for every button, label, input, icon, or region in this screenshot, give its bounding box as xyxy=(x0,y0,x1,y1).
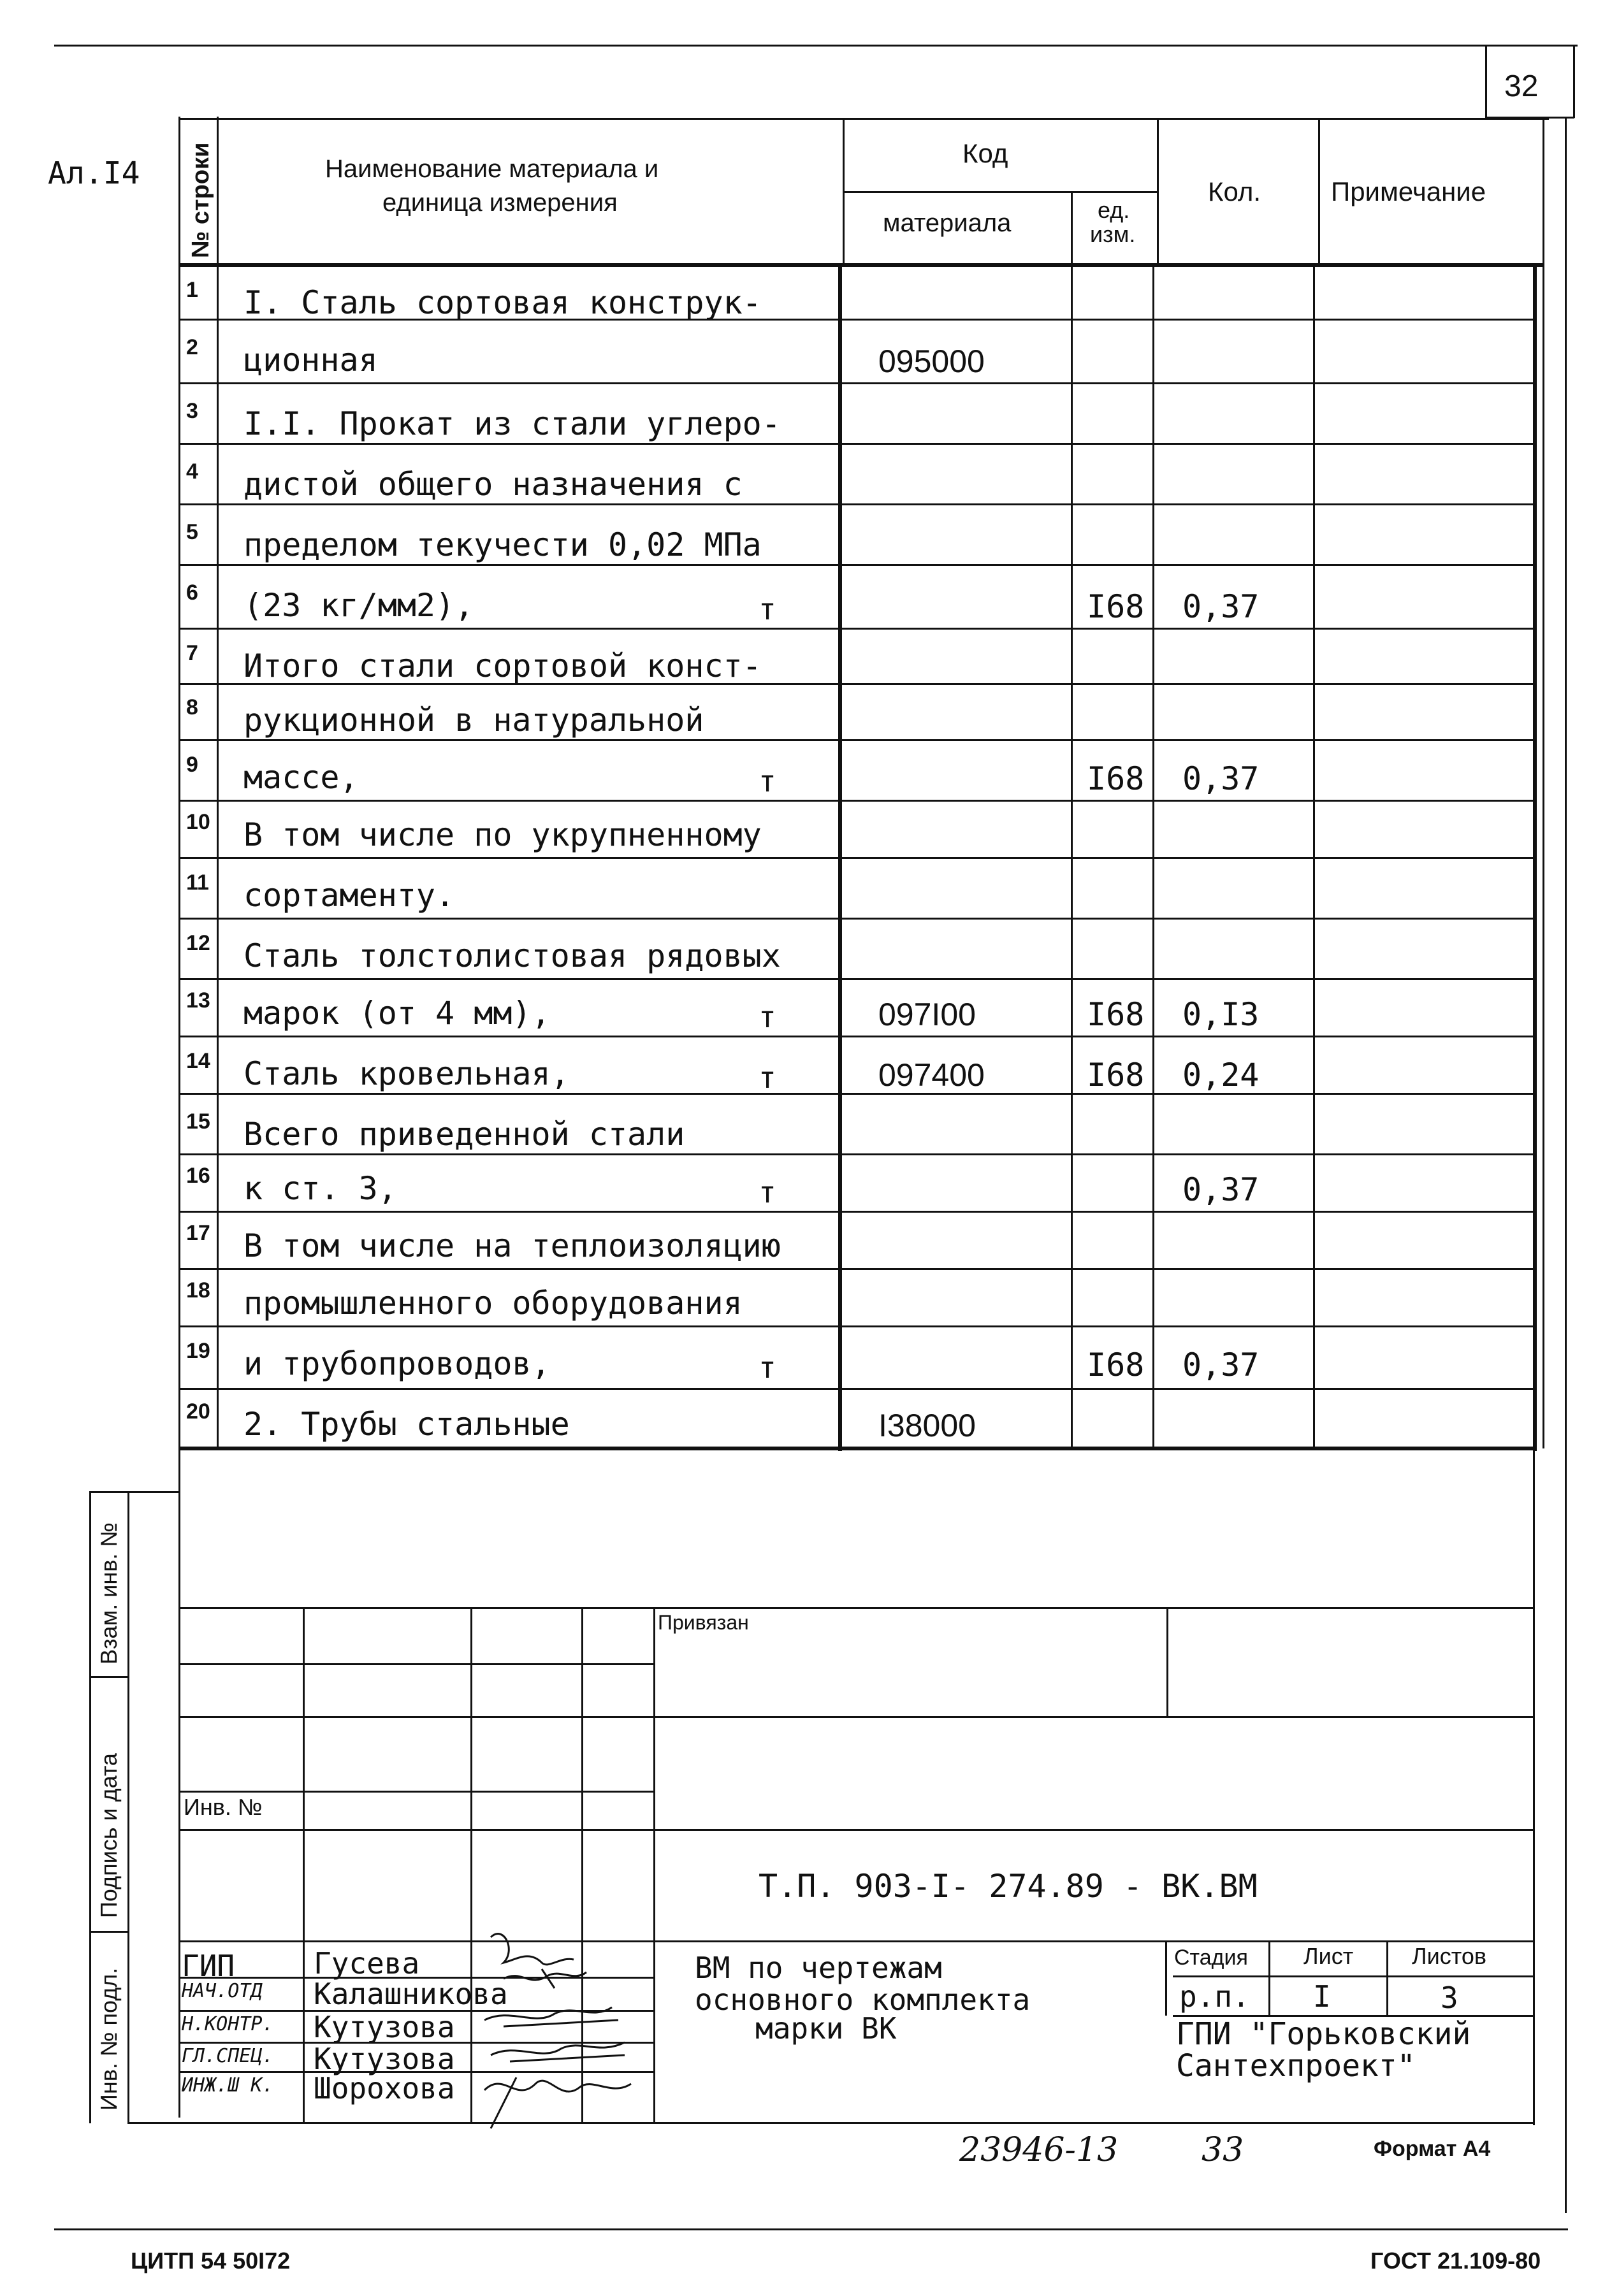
row-description: В том числе по укрупненному xyxy=(243,816,762,853)
row-number: 19 xyxy=(186,1339,210,1363)
table-row-line xyxy=(178,739,1535,741)
stamp-top-line xyxy=(178,1607,1535,1609)
row-quantity: 0,37 xyxy=(1182,1171,1260,1208)
row-unit-code: I68 xyxy=(1087,588,1145,625)
stamp-col-stage-1 xyxy=(1268,1940,1270,2016)
row-description: Сталь толстолистовая рядовых xyxy=(243,937,781,974)
title-line1: ВМ по чертежам xyxy=(695,1951,942,1985)
approval-role: ГИП xyxy=(182,1949,235,1983)
row-description: 2. Трубы стальные xyxy=(243,1406,570,1443)
row-description: к ст. 3, xyxy=(243,1170,397,1207)
table-row-line xyxy=(178,1153,1535,1155)
lower-right-line xyxy=(1533,1450,1535,2125)
sheets-value: 3 xyxy=(1441,1981,1458,2015)
side-strip-left xyxy=(89,1491,91,2123)
row-unit-code: I68 xyxy=(1087,1057,1145,1094)
sheets-col-label: Листов xyxy=(1412,1943,1486,1969)
page-number: 32 xyxy=(1504,69,1539,103)
table-row-line xyxy=(178,443,1535,445)
handwritten-page: 33 xyxy=(1202,2131,1244,2169)
approval-name: Шорохова xyxy=(314,2071,455,2105)
gost-label: ГОСТ 21.109-80 xyxy=(1370,2248,1541,2274)
row-number: 1 xyxy=(186,278,198,302)
table-row-line xyxy=(178,1093,1535,1095)
row-description: Всего приведенной стали xyxy=(243,1116,685,1153)
side-label-podpis: Подпись и дата xyxy=(96,1753,122,1918)
row-number: 18 xyxy=(186,1278,210,1303)
header-col-unit-left xyxy=(1071,191,1073,264)
stamp-col-stage-left xyxy=(1165,1940,1167,2016)
side-strip-top xyxy=(89,1491,178,1493)
row-unit-code: I68 xyxy=(1087,996,1145,1033)
row-unit-code: I68 xyxy=(1087,1347,1145,1383)
row-number: 14 xyxy=(186,1049,210,1073)
left-code: ЦИТП 54 50I72 xyxy=(131,2248,291,2274)
designation: Т.П. 903-I- 274.89 - ВК.ВМ xyxy=(759,1868,1258,1905)
header-code-split xyxy=(843,191,1158,193)
top-border-line xyxy=(54,45,1578,47)
handwritten-number: 23946-13 xyxy=(959,2131,1119,2169)
row-number: 11 xyxy=(186,870,209,895)
table-row-line xyxy=(178,628,1535,630)
row-description: сортаменту. xyxy=(243,877,455,914)
row-description: В том числе на теплоизоляцию xyxy=(243,1227,781,1264)
table-row-line xyxy=(178,1036,1535,1037)
row-description: промышленного оборудования xyxy=(243,1285,743,1322)
table-row-line xyxy=(178,1211,1535,1213)
org-line1: ГПИ "Горьковский xyxy=(1176,2016,1471,2052)
privyazan-label: Привязан xyxy=(658,1611,749,1634)
sheet-label: Ал.I4 xyxy=(48,155,140,191)
stamp-line-7 xyxy=(1173,1975,1535,1977)
table-row-line xyxy=(178,857,1535,859)
row-number: 12 xyxy=(186,931,210,955)
signatures-image xyxy=(465,1924,657,2135)
stamp-col-1 xyxy=(303,1607,305,2122)
table-row-line xyxy=(178,382,1535,384)
row-material-code: 097400 xyxy=(878,1057,985,1093)
row-quantity: 0,37 xyxy=(1182,1347,1260,1383)
sheet-value: I xyxy=(1313,1979,1331,2014)
row-number: 2 xyxy=(186,335,198,359)
row-unit: т xyxy=(759,1350,776,1385)
header-top-line xyxy=(178,118,1549,120)
table-row-line xyxy=(178,978,1535,980)
name-header-line1: Наименование материала и xyxy=(325,155,659,183)
body-col-qty-left xyxy=(1152,264,1154,1448)
body-col-note-left xyxy=(1313,264,1315,1448)
table-row-line xyxy=(178,800,1535,802)
material-header: материала xyxy=(883,209,1012,237)
right-frame-line xyxy=(1565,117,1567,2213)
body-bottom-line xyxy=(178,1447,1536,1450)
rownum-header: № строки xyxy=(187,142,214,258)
row-number: 10 xyxy=(186,810,210,834)
row-description: Итого стали сортовой конст- xyxy=(243,647,762,684)
unit-header-line2: изм. xyxy=(1090,221,1136,247)
row-number: 5 xyxy=(186,520,198,544)
sheet-col-label: Лист xyxy=(1303,1943,1354,1969)
row-unit: т xyxy=(759,1175,776,1209)
table-row-line xyxy=(178,918,1535,920)
stamp-col-stage-2 xyxy=(1386,1940,1388,2016)
stamp-line-6 xyxy=(178,1940,1535,1942)
header-col-right xyxy=(1543,118,1544,1448)
row-description: и трубопроводов, xyxy=(243,1345,551,1382)
page-number-box-left xyxy=(1485,45,1487,118)
side-label-inv-podl: Инв. № подл. xyxy=(96,1967,122,2111)
code-header: Код xyxy=(962,138,1008,168)
approval-name: Кутузова xyxy=(314,2042,455,2076)
row-unit: т xyxy=(759,1060,776,1095)
format-label: Формат А4 xyxy=(1374,2137,1491,2161)
row-number: 16 xyxy=(186,1164,210,1188)
row-description: рукционной в натуральной xyxy=(243,702,704,739)
row-number: 9 xyxy=(186,753,198,777)
stamp-col-5 xyxy=(1166,1607,1168,1717)
table-left-line xyxy=(178,117,180,2118)
row-material-code: I38000 xyxy=(878,1408,976,1443)
side-strip-line-1 xyxy=(89,1676,127,1678)
row-description: (23 кг/мм2), xyxy=(243,587,474,624)
row-unit: т xyxy=(759,1000,776,1034)
unit-header-line1: ед. xyxy=(1098,197,1130,223)
table-row-line xyxy=(178,1388,1535,1390)
header-bottom-line xyxy=(178,263,1543,267)
row-number: 7 xyxy=(186,641,198,665)
title-line2: основного комплекта xyxy=(695,1982,1031,2017)
approval-role: ГЛ.СПЕЦ. xyxy=(182,2045,274,2067)
bottom-frame-line xyxy=(54,2228,1568,2230)
row-quantity: 0,37 xyxy=(1182,588,1260,625)
note-header: Примечание xyxy=(1331,177,1486,206)
row-description: I. Сталь сортовая конструк- xyxy=(243,284,762,321)
table-row-line xyxy=(178,564,1535,566)
org-line2: Сантехпроект" xyxy=(1176,2048,1416,2084)
row-number: 8 xyxy=(186,695,198,719)
header-col-qty-left xyxy=(1157,118,1159,264)
page-number-box-right xyxy=(1573,45,1575,118)
row-number: 6 xyxy=(186,581,198,605)
approval-name: Калашникова xyxy=(314,1977,508,2011)
row-unit-code: I68 xyxy=(1087,760,1145,797)
row-unit: т xyxy=(759,592,776,626)
title-line3: марки ВК xyxy=(755,2011,897,2046)
row-number: 15 xyxy=(186,1109,210,1134)
row-description: I.I. Прокат из стали углеро- xyxy=(243,405,781,442)
approval-name: Кутузова xyxy=(314,2010,455,2044)
side-strip-line-2 xyxy=(89,1931,127,1933)
body-col-unit-left xyxy=(1071,264,1073,1448)
table-row-line xyxy=(178,503,1535,505)
row-description: марок (от 4 мм), xyxy=(243,995,551,1032)
stage-label: Стадия xyxy=(1174,1946,1248,1970)
row-material-code: 097I00 xyxy=(878,997,976,1032)
approval-role: НАЧ.ОТД xyxy=(182,1980,263,2002)
stamp-bottom-line xyxy=(127,2122,1535,2124)
side-label-vzam: Взам. инв. № xyxy=(96,1522,122,1664)
approval-name: Гусева xyxy=(314,1946,420,1981)
approval-role: Н.КОНТР. xyxy=(182,2013,274,2035)
table-rownum-line xyxy=(217,117,219,1448)
row-number: 13 xyxy=(186,988,210,1013)
row-quantity: 0,I3 xyxy=(1182,996,1260,1033)
row-number: 17 xyxy=(186,1221,210,1245)
row-description: Сталь кровельная, xyxy=(243,1055,570,1092)
approval-role: ИНЖ.Ш К. xyxy=(182,2074,274,2097)
row-number: 3 xyxy=(186,399,198,423)
row-number: 20 xyxy=(186,1399,210,1424)
row-unit: т xyxy=(759,764,776,798)
table-row-line xyxy=(178,1268,1535,1270)
stage-value: р.п. xyxy=(1179,1979,1250,2014)
row-number: 4 xyxy=(186,459,198,484)
stamp-line-5 xyxy=(178,1829,1535,1831)
row-quantity: 0,24 xyxy=(1182,1057,1260,1094)
stamp-line-privyazan xyxy=(653,1716,1535,1718)
name-header-line2: единица измерения xyxy=(382,189,618,217)
row-quantity: 0,37 xyxy=(1182,760,1260,797)
table-row-line xyxy=(178,1325,1535,1327)
side-strip-mid xyxy=(127,1491,129,2123)
row-description: ционная xyxy=(243,342,378,379)
qty-header: Кол. xyxy=(1208,177,1261,206)
row-material-code: 095000 xyxy=(878,343,985,379)
row-description: массе, xyxy=(243,759,359,796)
row-description: дистой общего назначения с xyxy=(243,466,743,503)
header-col-note-left xyxy=(1318,118,1320,264)
row-description: пределом текучести 0,02 МПа xyxy=(243,526,762,563)
inv-no-label: Инв. № xyxy=(184,1794,263,1820)
